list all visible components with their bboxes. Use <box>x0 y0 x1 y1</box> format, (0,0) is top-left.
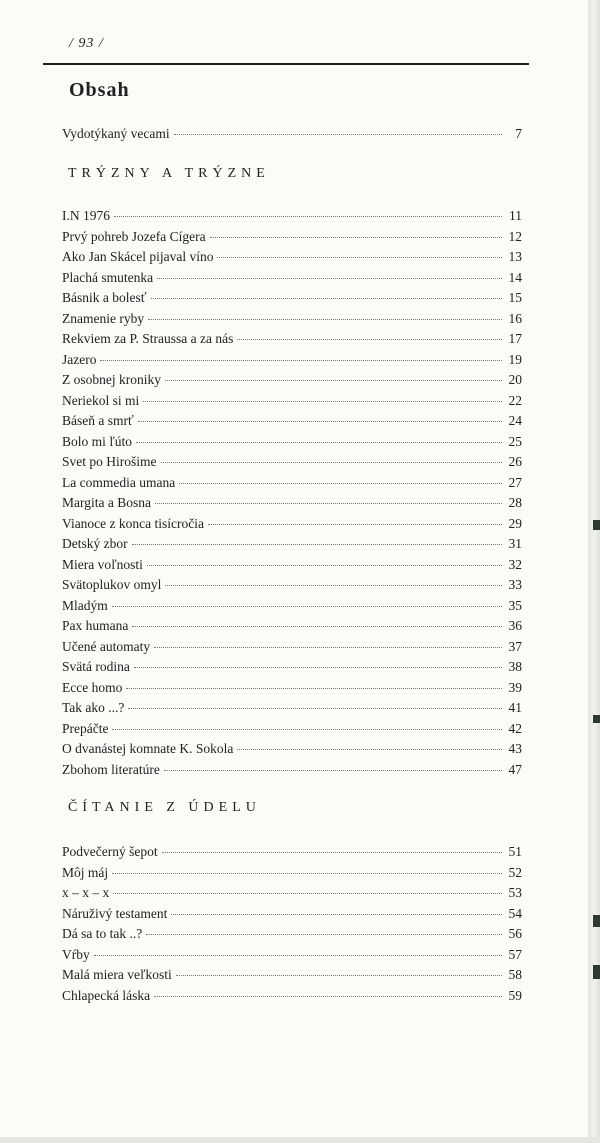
toc-entry-title: Môj máj <box>62 864 109 880</box>
toc-entry-title: Z osobnej kroniky <box>62 372 161 387</box>
toc-entry-page: 17 <box>508 331 522 346</box>
toc-leader-dots <box>176 975 502 976</box>
toc-entry <box>62 924 522 945</box>
toc-entry <box>62 432 522 453</box>
toc-entry-title: Ako Jan Skácel pijaval víno <box>62 249 214 264</box>
toc-entry <box>62 842 522 863</box>
toc-entry-title: Neriekol si mi <box>62 392 140 408</box>
toc-entry <box>62 657 522 678</box>
toc-leader-dots <box>147 565 502 566</box>
toc-entry <box>62 596 522 617</box>
toc-leader-dots <box>171 914 502 915</box>
toc-entry-page: 7 <box>515 126 522 141</box>
page-number: / 93 / <box>69 36 104 51</box>
toc-entry-title: Pax humana <box>62 618 129 633</box>
toc-entry-page: 24 <box>508 413 522 428</box>
toc-entry <box>62 124 522 145</box>
toc-leader-dots <box>132 544 502 545</box>
toc-entry <box>62 268 522 289</box>
toc-entry-page: 25 <box>508 433 522 449</box>
toc-leader-dots <box>155 503 502 504</box>
toc-entry-title: Rekviem za P. Straussa a za nás <box>62 331 234 346</box>
toc-leader-dots <box>154 996 502 997</box>
toc-entry-page: 41 <box>508 700 522 715</box>
toc-entry-page: 36 <box>508 618 522 633</box>
toc-entry <box>62 678 522 699</box>
toc-entry <box>62 575 522 596</box>
toc-leader-dots <box>128 708 502 709</box>
toc-entry-page: 29 <box>508 515 522 531</box>
toc-leader-dots <box>154 647 502 648</box>
toc-leader-dots <box>165 585 502 586</box>
edge-mark <box>593 520 600 530</box>
toc-entry <box>62 965 522 986</box>
toc-leader-dots <box>162 852 502 853</box>
toc-entry-title: Učené automaty <box>62 638 151 654</box>
header-rule <box>43 63 529 65</box>
toc-leader-dots <box>148 319 502 320</box>
toc-leader-dots <box>157 278 502 279</box>
toc-leader-dots <box>217 257 502 258</box>
toc-leader-dots <box>126 688 502 689</box>
toc-leader-dots <box>208 524 502 525</box>
toc-entry-title: O dvanástej komnate K. Sokola <box>62 741 234 756</box>
section-heading-citanie: ČÍTANIE Z ÚDELU <box>68 800 261 815</box>
toc-leader-dots <box>151 298 502 299</box>
edge-mark <box>593 715 600 723</box>
toc-entry-page: 57 <box>508 946 522 962</box>
toc-leader-dots <box>143 401 502 402</box>
toc-entry-title: Prepáčte <box>62 720 109 736</box>
toc-leader-dots <box>134 667 502 668</box>
toc-entry-title: Zbohom literatúre <box>62 761 160 777</box>
toc-entry <box>62 534 522 555</box>
page-bottom-edge <box>0 1137 600 1143</box>
toc-entry-page: 27 <box>508 474 522 490</box>
toc-entry-title: Margita a Bosna <box>62 495 151 510</box>
toc-entry-title: Dá sa to tak ..? <box>62 926 143 941</box>
toc-entry-title: Ecce homo <box>62 679 123 695</box>
toc-entry-page: 22 <box>508 392 522 408</box>
toc-section-citanie <box>62 842 522 1006</box>
toc-leader-dots <box>112 606 502 607</box>
toc-entry-page: 37 <box>508 638 522 654</box>
toc-entry-page: 42 <box>508 720 522 736</box>
toc-leader-dots <box>136 442 502 443</box>
toc-entry-title: Plachá smutenka <box>62 269 154 285</box>
toc-leader-dots <box>113 893 502 894</box>
toc-leader-dots <box>237 749 502 750</box>
toc-entry-page: 56 <box>508 926 522 941</box>
page-title: Obsah <box>69 79 130 101</box>
toc-leader-dots <box>146 934 502 935</box>
toc-entry <box>62 350 522 371</box>
toc-entry <box>62 616 522 637</box>
toc-entry-page: 43 <box>508 741 522 756</box>
toc-leader-dots <box>164 770 502 771</box>
toc-entry-title: Chlapecká láska <box>62 987 151 1003</box>
toc-entry <box>62 227 522 248</box>
toc-entry-page: 38 <box>508 659 522 674</box>
toc-leader-dots <box>138 421 502 422</box>
toc-entry <box>62 945 522 966</box>
toc-entry <box>62 760 522 781</box>
toc-entry-page: 58 <box>508 967 522 982</box>
edge-mark <box>593 965 600 979</box>
toc-entry-title: x – x – x <box>62 885 110 900</box>
toc-entry <box>62 493 522 514</box>
toc-entry-page: 52 <box>508 864 522 880</box>
toc-leader-dots <box>161 462 503 463</box>
toc-entry-page: 35 <box>508 597 522 613</box>
toc-entry-page: 15 <box>508 290 522 305</box>
toc-entry <box>62 288 522 309</box>
toc-entry <box>62 411 522 432</box>
toc-entry-title: Tak ako ...? <box>62 700 125 715</box>
toc-entry <box>62 555 522 576</box>
toc-section-tryzny <box>62 206 522 780</box>
toc-entry-page: 47 <box>508 761 522 777</box>
page-edge <box>588 0 600 1143</box>
edge-mark <box>593 915 600 927</box>
toc-entry-page: 11 <box>509 208 522 223</box>
toc-entry-page: 26 <box>508 454 522 469</box>
toc-entry <box>62 514 522 535</box>
toc-leader-dots <box>100 360 502 361</box>
toc-entry-title: Vydotýkaný vecami <box>62 126 170 141</box>
toc-entry-page: 33 <box>508 577 522 592</box>
toc-entry <box>62 986 522 1007</box>
toc-entry-page: 28 <box>508 495 522 510</box>
toc-entry <box>62 883 522 904</box>
toc-entry-title: Malá miera veľkosti <box>62 967 172 982</box>
toc-entry <box>62 863 522 884</box>
toc-entry-title: Prvý pohreb Jozefa Cígera <box>62 228 206 244</box>
toc-entry-title: Bolo mi ľúto <box>62 433 132 449</box>
toc-leader-dots <box>210 237 502 238</box>
toc-entry <box>62 329 522 350</box>
toc-entry-title: Znamenie ryby <box>62 310 145 326</box>
toc-entry-title: Detský zbor <box>62 536 128 551</box>
toc-entry <box>62 309 522 330</box>
toc-entry-title: Jazero <box>62 351 97 367</box>
toc-leader-dots <box>174 134 502 135</box>
toc-entry-title: Svet po Hirošime <box>62 454 157 469</box>
toc-entry <box>62 391 522 412</box>
toc-entry-page: 12 <box>508 228 522 244</box>
toc-entry <box>62 247 522 268</box>
toc-leader-dots <box>112 873 502 874</box>
toc-entry-title: Básnik a bolesť <box>62 290 147 305</box>
toc-entry-title: Vŕby <box>62 946 90 962</box>
toc-leader-dots <box>114 216 502 217</box>
toc-entry <box>62 206 522 227</box>
toc-entry <box>62 370 522 391</box>
toc-entry-page: 31 <box>508 536 522 551</box>
toc-entry <box>62 698 522 719</box>
toc-entry-page: 32 <box>508 556 522 572</box>
toc-intro <box>62 124 522 145</box>
section-heading-tryzny: TRÝZNY A TRÝZNE <box>68 166 270 181</box>
toc-entry-page: 53 <box>508 885 522 900</box>
toc-entry-title: Podvečerný šepot <box>62 844 158 859</box>
toc-entry-page: 39 <box>508 679 522 695</box>
toc-leader-dots <box>112 729 502 730</box>
toc-entry-title: Svätoplukov omyl <box>62 577 162 592</box>
toc-entry <box>62 904 522 925</box>
toc-leader-dots <box>94 955 502 956</box>
toc-entry-title: Vianoce z konca tisícročia <box>62 515 204 531</box>
toc-entry-page: 54 <box>508 905 522 921</box>
toc-entry-page: 13 <box>508 249 522 264</box>
toc-entry-title: Svätá rodina <box>62 659 130 674</box>
toc-leader-dots <box>132 626 502 627</box>
toc-entry-title: La commedia umana <box>62 474 176 490</box>
toc-entry-page: 51 <box>508 844 522 859</box>
toc-entry-page: 59 <box>508 987 522 1003</box>
toc-entry <box>62 739 522 760</box>
toc-leader-dots <box>165 380 502 381</box>
toc-entry <box>62 719 522 740</box>
toc-entry-page: 20 <box>508 372 522 387</box>
toc-entry-title: I.N 1976 <box>62 208 110 223</box>
toc-entry <box>62 637 522 658</box>
toc-entry <box>62 452 522 473</box>
toc-entry-title: Náruživý testament <box>62 905 168 921</box>
toc-entry-page: 16 <box>508 310 522 326</box>
toc-entry-title: Miera voľnosti <box>62 556 143 572</box>
toc-entry-title: Báseň a smrť <box>62 413 134 428</box>
toc-entry <box>62 473 522 494</box>
toc-entry-page: 19 <box>508 351 522 367</box>
toc-entry-page: 14 <box>508 269 522 285</box>
toc-leader-dots <box>179 483 502 484</box>
toc-leader-dots <box>237 339 502 340</box>
toc-entry-title: Mladým <box>62 597 108 613</box>
